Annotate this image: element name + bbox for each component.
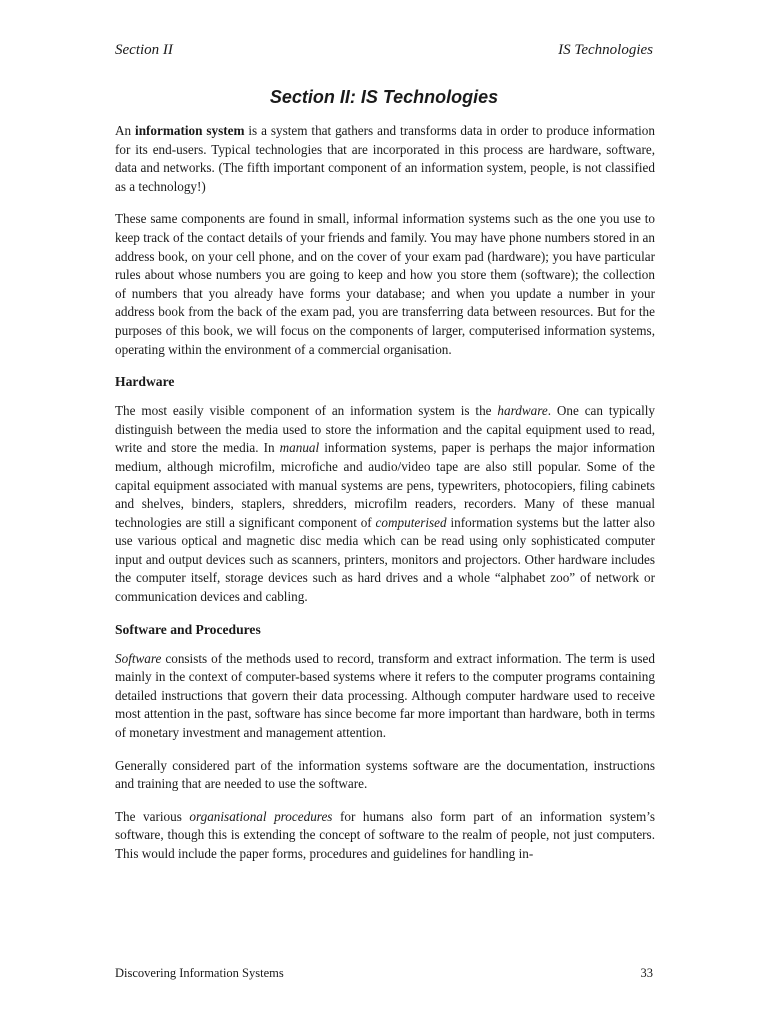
term-manual: manual [279, 440, 320, 456]
intro-paragraph-1 [115, 122, 655, 196]
text-run: The most easily visible component of an information system is the [115, 403, 498, 419]
header-topic: IS Technologies [558, 42, 653, 58]
text-run: information systems but the latter also use various optical and magnetic disc media which can be read using only sophisticated computer input and output devices such as scanners, printers, monitors and projectors. Other hardware includes the computer itself, storage devices such as hard drives and a whole “alphabet zoo” of network or communication devices and cabling. [115, 514, 655, 605]
text-run: information systems, paper is perhaps the major information medium, although microfilm, microfiche and audio/video tape are also still popular. Some of the capital equipment associated with manual systems are pens, typewriters, photocopiers, filing cabinets and shelves, binders, staplers, shredders, microfilm readers, recorders. Many of these manual technologies are still a significant component of [115, 440, 656, 530]
page-number: 33 [640, 966, 653, 980]
page-title: Section II: IS Technologies [269, 87, 499, 107]
heading-hardware: Hardware [115, 374, 175, 390]
text-run: . One can typically distinguish between the media used to store the information and the capital equipment used to read, write and store the media. In [115, 403, 655, 456]
term-information-system: information system [135, 123, 245, 138]
running-header [115, 40, 653, 60]
header-section: Section II [115, 42, 173, 58]
term-software: Software [115, 650, 162, 666]
software-paragraph-1 [115, 650, 655, 743]
intro-paragraph-2: These same components are found in small, informal information systems such as the one you use to keep track of the contact details of your friends and family. You may have phone numbers stored in an address book, on your cell phone, and on the cover of your exam pad (hardware); you have particular rules about whose numbers you are going to keep and how you store them (software); the collection of numbers that you already have forms your database; and when you update a number in your address book from the back of the exam pad, you are transferring data between resources. But for the purposes of this book, we will focus on the components of larger, computerised information systems, operating within the environment of a commercial organisation. [115, 211, 655, 357]
text-run: is a system that gathers and transforms data in order to produce information for its end-users. Typical technologies that are incorporated in this process are hardware, software, data and networks. (The fifth important component of an information system, people, is not classified as a technology!) [115, 123, 655, 194]
text-run: The various [115, 808, 190, 824]
heading-software: Software and Procedures [115, 621, 261, 637]
term-organisational-procedures: organisational procedures [189, 808, 333, 824]
text-run: for humans also form part of an information system’s software, though this is extending the concept of software to the realm of people, not just computers. This would include the paper forms, procedures and guidelines for handling in- [115, 808, 656, 861]
hardware-paragraph [115, 402, 655, 607]
footer-book-title: Discovering Information Systems [115, 966, 284, 980]
term-hardware: hardware [497, 403, 548, 419]
software-paragraph-3 [115, 808, 655, 864]
text-run: consists of the methods used to record, transform and extract information. The term is used mainly in the context of computer-based systems where it refers to the computer programs containing detailed instructions that govern their data processing. Although computer hardware used to receive most attention in the past, software has since become far more important than hardware, both in terms of monetary investment and management attention. [115, 650, 655, 741]
running-footer [115, 964, 653, 982]
term-computerised: computerised [375, 514, 447, 530]
body-text [115, 122, 655, 878]
software-paragraph-2: Generally considered part of the information systems software are the documentation, instructions and training that are needed to use the software. [115, 757, 655, 792]
text-run: An [115, 123, 136, 138]
